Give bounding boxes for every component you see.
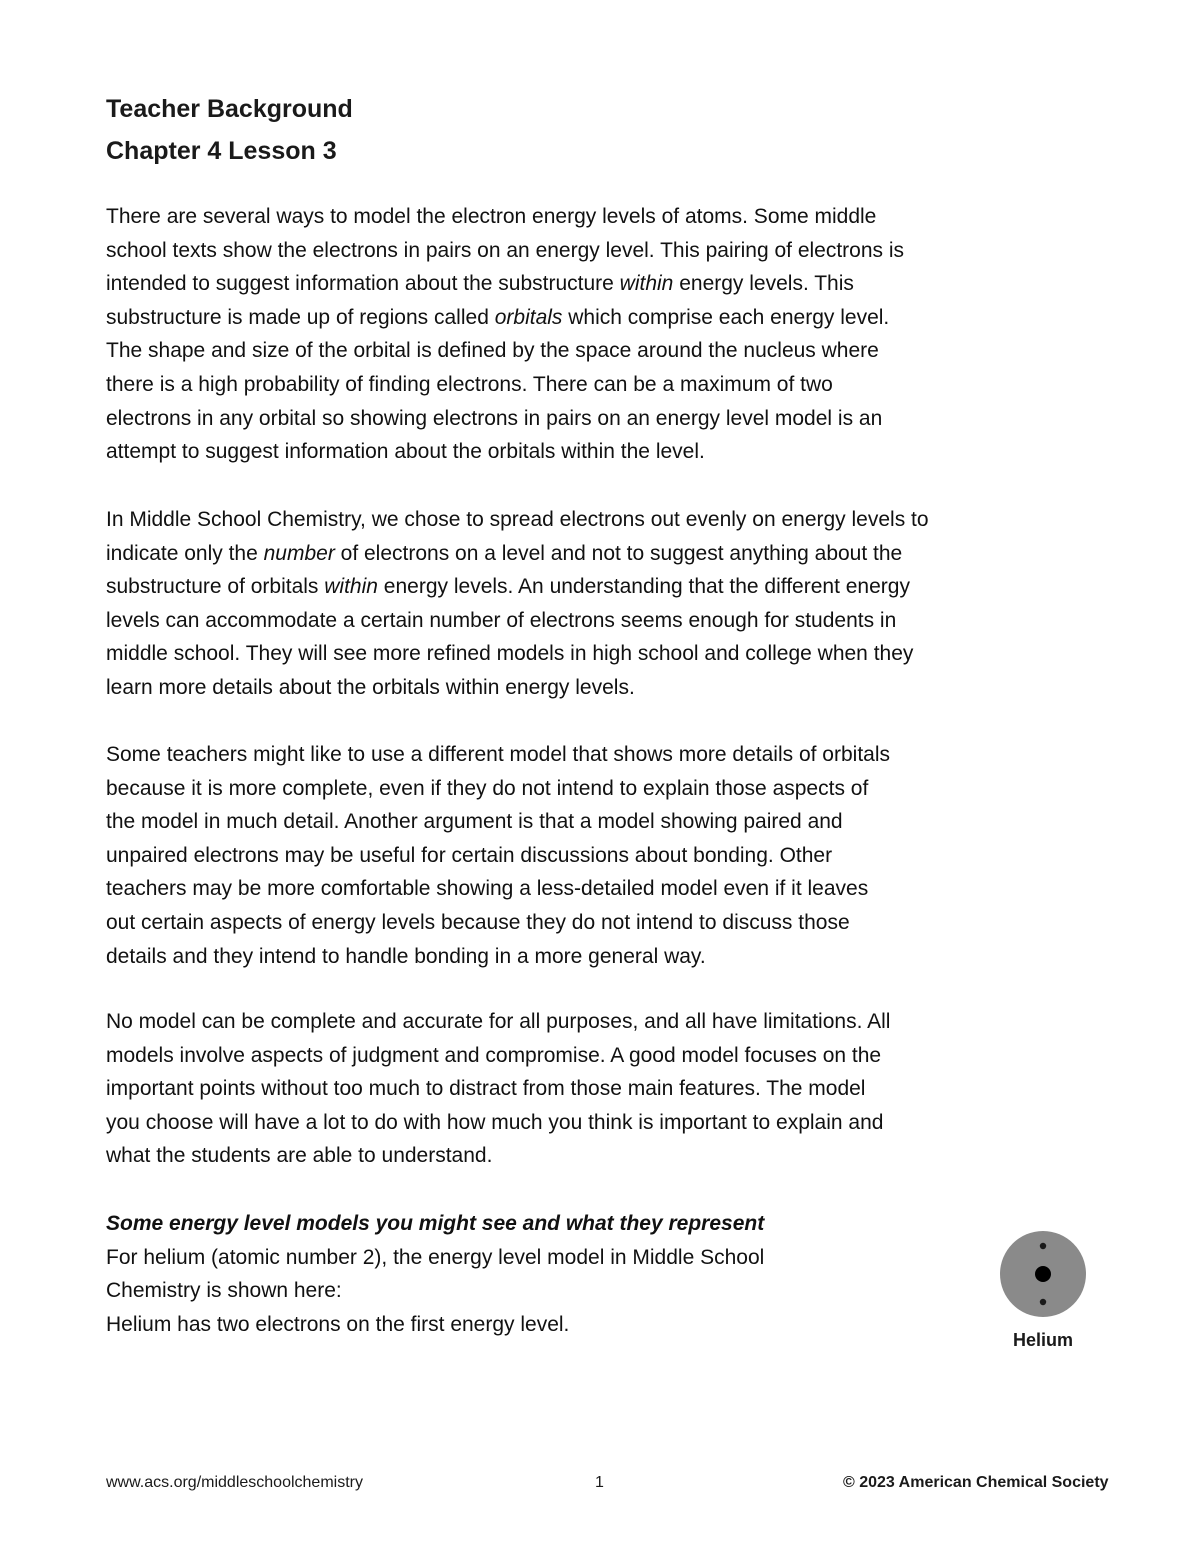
text-line: out certain aspects of energy levels because they do not intend to discuss those (106, 910, 850, 934)
emphasis-orbitals: orbitals (494, 305, 563, 329)
text-line: intended to suggest information about the substructure within energy levels. This (106, 272, 854, 296)
text-line: For helium (atomic number 2), the energy level model in Middle School (106, 1245, 765, 1269)
text-line: Some teachers might like to use a different model that shows more details of orbitals (106, 743, 891, 766)
helium-atom-diagram (996, 1227, 1090, 1321)
text-line: because it is more complete, even if they do not intend to explain those aspects of (106, 776, 869, 800)
text-line: indicate only the number of electrons on a level and not to suggest anything about the (106, 541, 903, 565)
text-line: attempt to suggest information about the orbitals within the level. (106, 440, 705, 464)
text-line: unpaired electrons may be useful for certain discussions about bonding. Other (106, 843, 833, 867)
text-line: substructure is made up of regions called orbitals which comprise each energy level. (106, 305, 890, 329)
section-heading: Some energy level models you might see and what they represent (106, 1212, 765, 1235)
text-line: what the students are able to understand. (106, 1144, 493, 1168)
electron-dot (1040, 1299, 1046, 1305)
paragraph-3 (106, 738, 1106, 973)
text-line: levels can accommodate a certain number of electrons seems enough for students in (106, 608, 897, 632)
text-line: Chemistry is shown here: (106, 1279, 342, 1303)
nucleus-dot (1035, 1266, 1051, 1282)
text-line: important points without too much to distract from those main features. The model (106, 1077, 866, 1101)
text-line: school texts show the electrons in pairs on an energy level. This pairing of electrons is (106, 238, 905, 262)
text-line: There are several ways to model the electron energy levels of atoms. Some middle (106, 205, 877, 228)
text-line: the model in much detail. Another argument is that a model showing paired and (106, 810, 843, 834)
footer-url: www.acs.org/middleschoolchemistry (106, 1474, 363, 1491)
text-line: learn more details about the orbitals within energy levels. (106, 675, 635, 699)
paragraph-5 (106, 1207, 1106, 1341)
page-subtitle: Chapter 4 Lesson 3 (106, 137, 337, 165)
text-line: middle school. They will see more refined models in high school and college when they (106, 642, 914, 666)
emphasis-within: within (324, 575, 378, 599)
page-number: 1 (595, 1474, 604, 1491)
text-line: details and they intend to handle bonding in a more general way. (106, 944, 706, 968)
paragraph-1 (106, 200, 1106, 469)
text-line: teachers may be more comfortable showing a less-detailed model even if it leaves (106, 877, 869, 901)
emphasis-number: number (263, 541, 335, 565)
electron-dot (1040, 1243, 1046, 1249)
text-line: there is a high probability of finding electrons. There can be a maximum of two (106, 372, 833, 396)
text-line: No model can be complete and accurate for all purposes, and all have limitations. All (106, 1010, 891, 1033)
figure-caption: Helium (1012, 1330, 1073, 1350)
text-line: electrons in any orbital so showing electrons in pairs on an energy level model is an (106, 406, 883, 430)
text-line: substructure of orbitals within energy levels. An understanding that the different energy (106, 575, 910, 599)
emphasis-within: within (619, 272, 674, 296)
paragraph-4 (106, 1005, 1106, 1173)
helium-model-figure (990, 1223, 1100, 1363)
page-title: Teacher Background (106, 95, 353, 123)
footer-copyright: © 2023 American Chemical Society (843, 1474, 1109, 1491)
paragraph-2 (106, 503, 1106, 705)
text-line: Helium has two electrons on the first energy level. (106, 1312, 570, 1336)
text-line: The shape and size of the orbital is defined by the space around the nucleus where (106, 339, 879, 363)
text-line: models involve aspects of judgment and compromise. A good model focuses on the (106, 1043, 882, 1067)
text-line: In Middle School Chemistry, we chose to spread electrons out evenly on energy levels to (106, 508, 929, 531)
text-line: you choose will have a lot to do with how much you think is important to explain and (106, 1110, 884, 1134)
